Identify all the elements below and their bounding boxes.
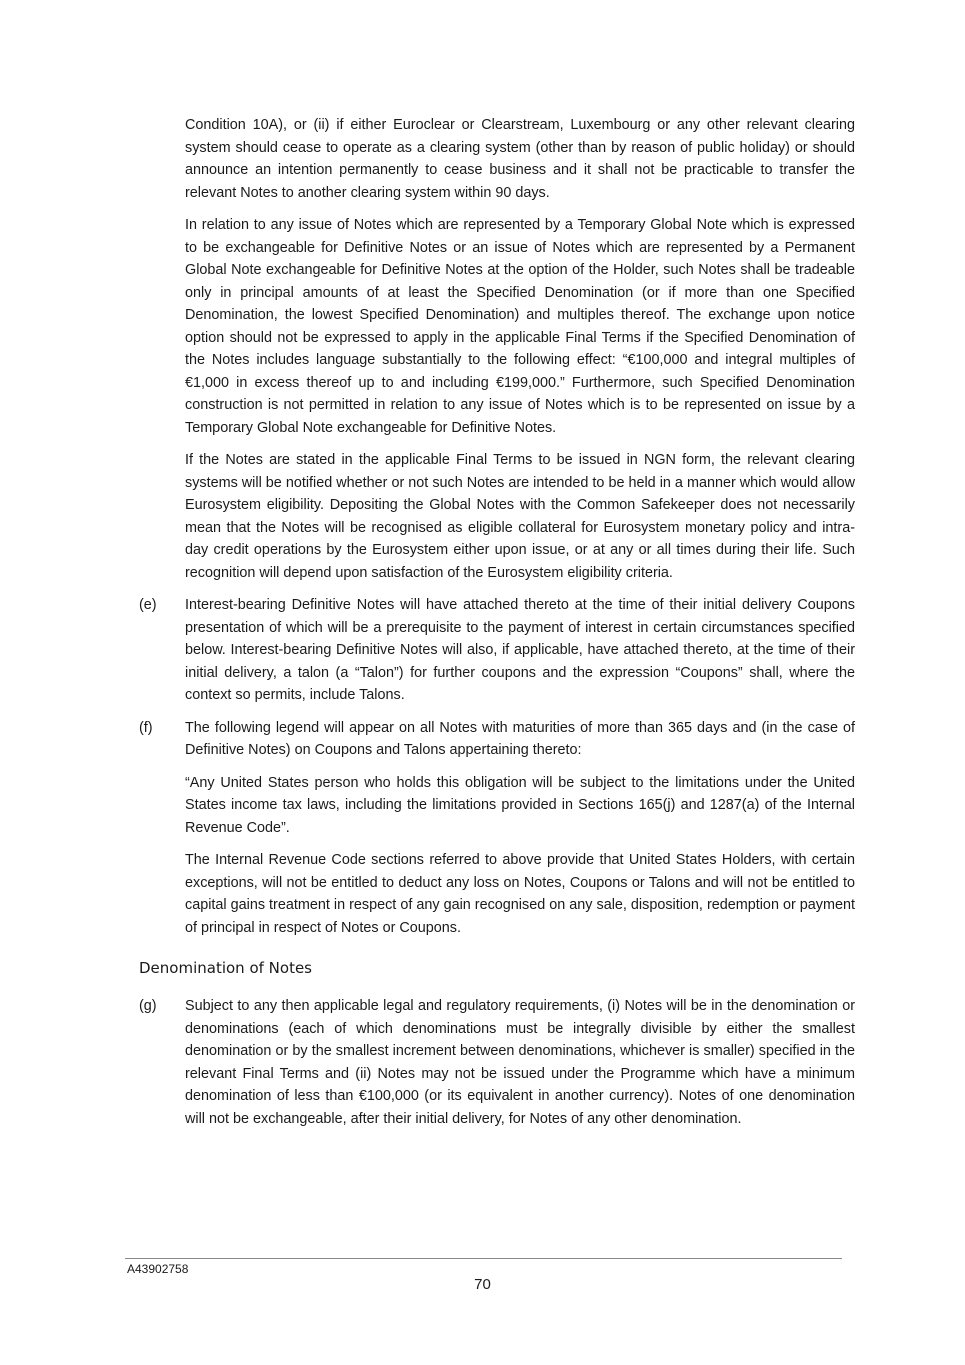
list-item-text: Interest-bearing Definitive Notes will have attached thereto at the time of their initial delivery Coupons presentation of which will be a prerequisite to the payment of interest in certain circumstances specified below. Interest-bearing Definitive Notes will also, if applicable, have attached thereto, at the time of their initial delivery, a talon (a “Talon”) for further coupons and the expression “Coupons” shall, where the context so permits, include Talons. [185,597,855,703]
list-item-label: (f) [139,719,153,736]
page-body [139,114,855,1140]
list-item-label: (g) [139,998,157,1014]
section-heading-denomination: Denomination of Notes [139,959,312,977]
paragraph-continuation: Condition 10A), or (ii) if either Euroclear or Clearstream, Luxembourg or any other relevant clearing system should cease to operate as a clearing system (other than by reason of public holiday) or should announce an intention permanently to cease business and it shall not be practicable to transfer the relevant Notes to another clearing system within 90 days. [185,117,855,201]
paragraph-exchange-restrictions: In relation to any issue of Notes which are represented by a Temporary Global Note which is expressed to be exchangeable for Definitive Notes or an issue of Notes which are represented by a Permanent Global Note exchangeable for Definitive Notes at the option of the Holder, such Notes shall be tradeable only in principal amounts of at least the Specified Denomination (or if more than one Specified Denomination, the lowest Specified Denomination) and multiples thereof. The exchange upon notice option should not be expressed to apply in the applicable Final Terms if the Specified Denomination of the Notes includes language substantially to the following effect: “€100,000 and integral multiples of €1,000 in excess thereof up to and including €199,000.” Furthermore, such Specified Denomination construction is not permitted in relation to any issue of Notes which is to be represented on issue by a Temporary Global Note exchangeable for Definitive Notes. [185,217,855,436]
footer-document-reference: A43902758 [127,1262,189,1276]
footer-divider [125,1258,842,1259]
list-item-f [139,717,855,762]
page-number: 70 [474,1276,491,1293]
list-item-label: (e) [139,597,157,613]
list-item-e [139,594,855,707]
paragraph-irc-sections: The Internal Revenue Code sections referred to above provide that United States Holders, with certain exceptions, will not be entitled to deduct any loss on Notes, Coupons or Talons and will not be entitled to capital gains treatment in respect of any gain recognised on any sale, disposition, redemption or payment of principal in respect of Notes or Coupons. [185,852,855,936]
paragraph-legend-quote: “Any United States person who holds this obligation will be subject to the limitations under the United States income tax laws, including the limitations provided in Sections 165(j) and 1287(a) of the Internal Revenue Code”. [185,774,855,836]
list-item-text: Subject to any then applicable legal and regulatory requirements, (i) Notes will be in the denomination or denominations (each of which denominations must be integrally divisible by either the smallest denomination or by the smallest increment between denominations, whichever is smaller) specified in the relevant Final Terms and (ii) Notes may not be issued under the Programme which have a minimum denomination of less than €100,000 (or its equivalent in another currency). Notes of one denomination will not be exchangeable, after their initial delivery, for Notes of any other denomination. [185,998,855,1127]
list-item-g [139,995,855,1130]
paragraph-ngn-eligibility: If the Notes are stated in the applicable Final Terms to be issued in NGN form, the relevant clearing systems will be notified whether or not such Notes are intended to be held in a manner which would allow Eurosystem eligibility. Depositing the Global Notes with the Common Safekeeper does not necessarily mean that the Notes will be recognised as eligible collateral for Eurosystem monetary policy and intra-day credit operations by the Eurosystem either upon issue, or at any or all times during their life. Such recognition will depend upon satisfaction of the Eurosystem eligibility criteria. [185,452,855,581]
list-item-text: The following legend will appear on all Notes with maturities of more than 365 days and (in the case of Definitive Notes) on Coupons and Talons appertaining thereto: [185,719,855,758]
